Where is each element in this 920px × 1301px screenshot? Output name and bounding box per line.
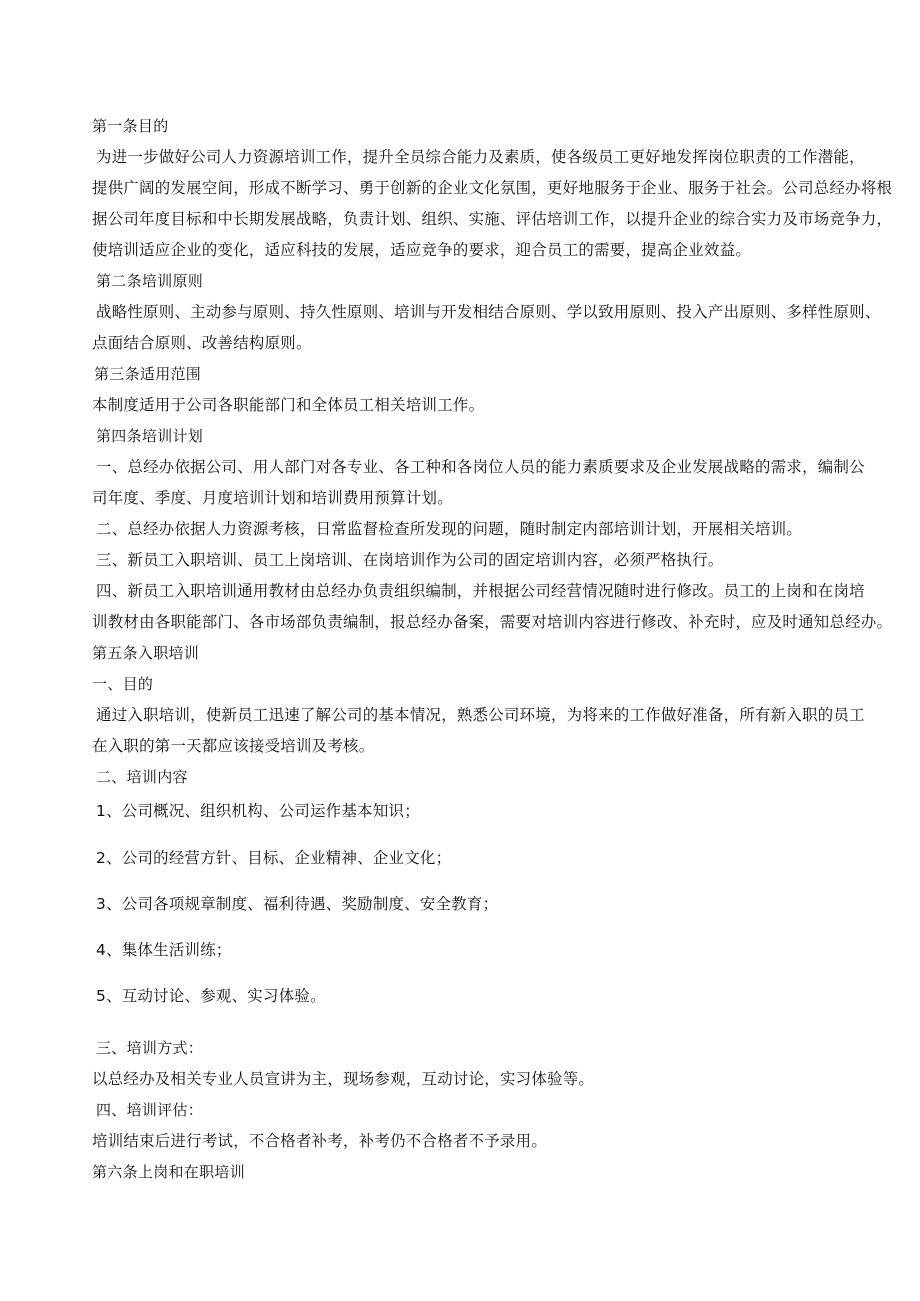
- paragraph-line: 提供广阔的发展空间，形成不断学习、勇于创新的企业文化氛围，更好地服务于企业、服务于社会。公司总经办将根: [92, 179, 893, 197]
- article-3-title: 第三条适用范围: [94, 365, 202, 383]
- section-title: 一、目的: [92, 675, 154, 693]
- paragraph-line: 据公司年度目标和中长期发展战略，负责计划、组织、实施、评估培训工作，以提升企业的综合实力及市场竞争力，: [92, 210, 893, 228]
- paragraph-line: 三、新员工入职培训、员工上岗培训、在岗培训作为公司的固定培训内容，必须严格执行。: [96, 551, 724, 569]
- section-title: 三、培训方式：: [96, 1039, 204, 1057]
- paragraph-line: 司年度、季度、月度培训计划和培训费用预算计划。: [92, 489, 453, 507]
- paragraph-line: 培训结束后进行考试，不合格者补考，补考仍不合格者不予录用。: [92, 1132, 548, 1150]
- article-5-title: 第五条入职培训: [92, 644, 200, 662]
- list-item: 4、集体生活训练；: [96, 941, 232, 959]
- paragraph-line: 本制度适用于公司各职能部门和全体员工相关培训工作。: [92, 396, 485, 414]
- article-4-title: 第四条培训计划: [96, 427, 204, 445]
- paragraph-line: 四、新员工入职培训通用教材由总经办负责组织编制，并根据公司经营情况随时进行修改。员工的上岗和在岗培: [96, 582, 865, 600]
- article-2-title: 第二条培训原则: [96, 272, 204, 290]
- list-item: 5、互动讨论、参观、实习体验。: [96, 987, 326, 1005]
- paragraph-line: 为进一步做好公司人力资源培训工作，提升全员综合能力及素质，使各级员工更好地发挥岗位职责的工作潜能，: [96, 148, 865, 166]
- paragraph-line: 二、总经办依据人力资源考核，日常监督检查所发现的问题，随时制定内部培训计划，开展相关培训。: [96, 520, 803, 538]
- paragraph-line: 在入职的第一天都应该接受培训及考核。: [92, 737, 375, 755]
- list-item: 1、公司概况、组织机构、公司运作基本知识；: [96, 802, 420, 820]
- section-title: 四、培训评估：: [96, 1101, 204, 1119]
- paragraph-line: 一、总经办依据公司、用人部门对各专业、各工种和各岗位人员的能力素质要求及企业发展战略的需求，编制公: [96, 458, 865, 476]
- article-1-title: 第一条目的: [92, 117, 169, 135]
- paragraph-line: 使培训适应企业的变化，适应科技的发展，适应竞争的要求，迎合员工的需要，提高企业效益。: [92, 241, 752, 259]
- paragraph-line: 以总经办及相关专业人员宣讲为主，现场参观，互动讨论，实习体验等。: [92, 1070, 595, 1088]
- paragraph-line: 战略性原则、主动参与原则、持久性原则、培训与开发相结合原则、学以致用原则、投入产出原则、多样性原则、: [96, 303, 881, 321]
- list-item: 3、公司各项规章制度、福利待遇、奖励制度、安全教育；: [96, 895, 499, 913]
- section-title: 二、培训内容: [96, 768, 188, 786]
- list-item: 2、公司的经营方针、目标、企业精神、企业文化；: [96, 849, 452, 867]
- paragraph-line: 训教材由各职能部门、各市场部负责编制，报总经办备案，需要对培训内容进行修改、补充时，应及时通知总经办。: [92, 613, 893, 631]
- paragraph-line: 点面结合原则、改善结构原则。: [92, 334, 312, 352]
- article-6-title: 第六条上岗和在职培训: [92, 1163, 246, 1181]
- paragraph-line: 通过入职培训，使新员工迅速了解公司的基本情况，熟悉公司环境，为将来的工作做好准备，所有新入职的员工: [96, 706, 865, 724]
